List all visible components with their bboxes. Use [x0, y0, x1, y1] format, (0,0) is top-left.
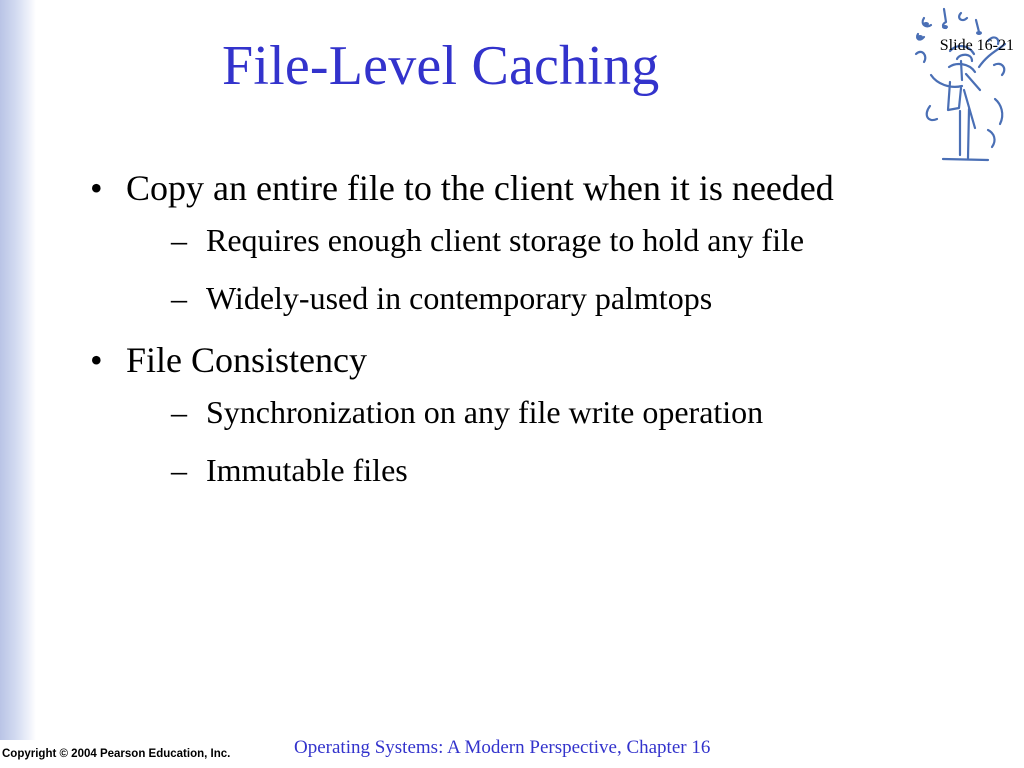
subbullet-text: Widely-used in contemporary palmtops: [206, 280, 713, 316]
copyright-prefix: Copyright: [2, 748, 60, 760]
slide-title: File-Level Caching: [222, 35, 660, 97]
subbullet-list: [126, 390, 940, 492]
subbullet-item: [126, 276, 940, 320]
subbullet-text: Synchronization on any file write operation: [206, 394, 764, 430]
bullet-item: [90, 334, 940, 492]
copyright-owner: 2004 Pearson Education, Inc.: [67, 748, 231, 760]
dash-marker: –: [171, 222, 187, 258]
copyright-text: [2, 748, 230, 760]
bullet-text: File Consistency: [126, 340, 367, 380]
bullet-item: [90, 162, 940, 320]
slide-content: [90, 162, 940, 506]
bullet-marker: •: [90, 168, 103, 208]
subbullet-item: [126, 448, 940, 492]
music-conductor-icon: [906, 6, 1016, 171]
subbullet-item: [126, 390, 940, 434]
subbullet-item: [126, 218, 940, 262]
left-accent-bar: [0, 0, 36, 740]
bullet-text: Copy an entire file to the client when it is needed: [126, 168, 834, 208]
subbullet-text: Requires enough client storage to hold any file: [206, 222, 805, 258]
bullet-marker: •: [90, 340, 103, 380]
subbullet-text: Immutable files: [206, 452, 408, 488]
copyright-symbol: ©: [59, 748, 68, 760]
dash-marker: –: [171, 394, 187, 430]
slide-number: Slide 16-21: [939, 37, 1014, 54]
dash-marker: –: [171, 452, 187, 488]
subbullet-list: [126, 218, 940, 320]
dash-marker: –: [171, 280, 187, 316]
book-title: Operating Systems: A Modern Perspective, Chapter 16: [294, 737, 711, 758]
